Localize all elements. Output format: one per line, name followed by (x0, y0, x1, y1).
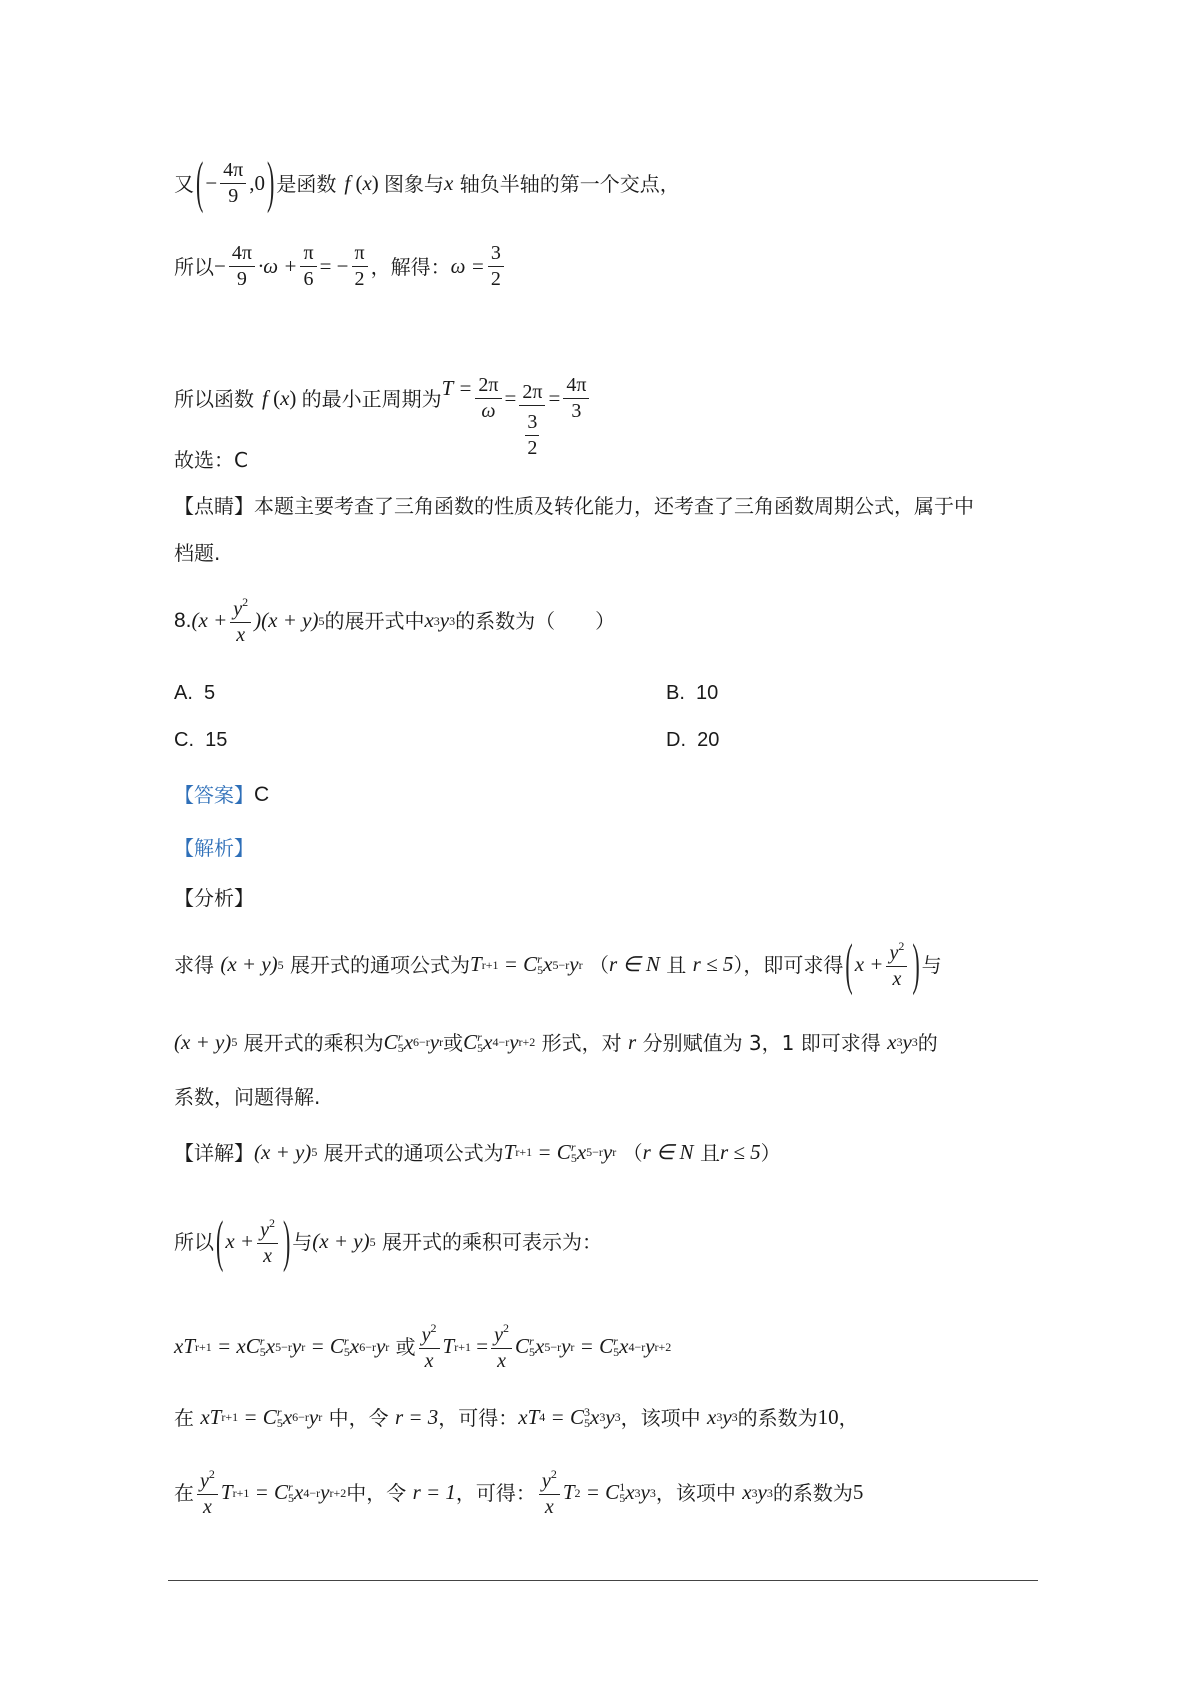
option-d: D. 20 (666, 729, 720, 751)
option-c: C. 15 (174, 729, 228, 751)
remark-line-2: 档题. (174, 541, 221, 565)
option-b: B. 10 (666, 682, 719, 704)
fenxi-heading: 【分析】 (174, 886, 254, 910)
detail-line-3: xT r+1 = xC r 5 x 5−r y r = C r 5 x 6−r y r 或 $\frac{y^2}{x}$ T r+1 = $\frac{y^2}{x}$ C r 5 x 5−r y r = C r 5 x 4−r y r+2 (174, 1321, 672, 1372)
detail-line-5: 在 $\frac{y^2}{x}$ T r+1 = C r 5 x 4−r y r+2 中，令 r = 1 ，可得： $\frac{y^2}{x}$ T 2 = C 1 5 x 3 y 3 ，该项中 x 3 y 3 的系数为 5 (174, 1467, 864, 1518)
right-paren: ) (267, 149, 275, 215)
left-paren: ( (196, 149, 204, 215)
remark-line: 【点睛】本题主要考查了三角函数的性质及转化能力，还考查了三角函数周期公式，属于中 (174, 494, 974, 518)
answer: 【答案】 C (174, 782, 270, 807)
line-solve-omega: 所以 − $\frac{4\pi}{9}$ ·ω + $\frac{\pi}{6}$ = − $\frac{\pi}{2}$ ，解得： ω = $\frac{3}{2}$ (174, 243, 507, 290)
detail-line-1: 【详解】 (x + y) 5 展开式的通项公式为 T r+1 = C r 5 x 5−r y r （ r ∈ N 且 r ≤ 5 ） (174, 1139, 781, 1165)
choice-line: 故选：C (174, 448, 248, 472)
detail-line-4: 在 xT r+1 = C r 5 x 6−r y r 中，令 r = 3 ，可得： xT 4 = C 3 5 x 3 y 3 ，该项中 x 3 y 3 的系数为 10 ， (174, 1404, 859, 1430)
line-period: 所以函数 f ( x ) 的最小正周期为 T = $\frac{2\pi}{\omega}$ = 2π 3 2 = $\frac{4\pi}{3}$ (174, 338, 592, 459)
analysis-line-2: (x + y) 5 展开式的乘积为 C r 5 x 6−r y r 或 C r 5 x 4−r y r+2 形式，对 r 分别赋值为 3，1 即可求得 x 3 y 3 的 (174, 1029, 938, 1055)
line-intersection: 又 ( − $\frac{4\pi}{9}$ ,0 ) 是函数 f ( x ) 图象与 x 轴负半轴的第一个交点， (174, 160, 680, 207)
question-8: 8. (x + $\frac{y^2}{x}$ )(x + y) 5 的展开式中 x 3 y 3 的系数为（ ） (174, 595, 616, 646)
fraction: $\frac{4\pi}{9}$ (220, 160, 246, 207)
footer-divider (168, 1580, 1038, 1581)
analysis-line-3: 系数，问题得解. (174, 1085, 321, 1109)
analysis-line-1: 求得 (x + y) 5 展开式的通项公式为 T r+1 = C r 5 x 5−r y r （ r ∈ N 且 r ≤ 5 ），即可求得 ( x + $\frac{y^2}{x}$ ) 与 (174, 930, 942, 996)
detail-line-2: 所以 ( x + $\frac{y^2}{x}$ ) 与 (x + y) 5 展开式的乘积可表示为： (174, 1207, 602, 1273)
analysis-heading: 【解析】 (174, 836, 254, 860)
option-a: A. 5 (174, 682, 216, 704)
